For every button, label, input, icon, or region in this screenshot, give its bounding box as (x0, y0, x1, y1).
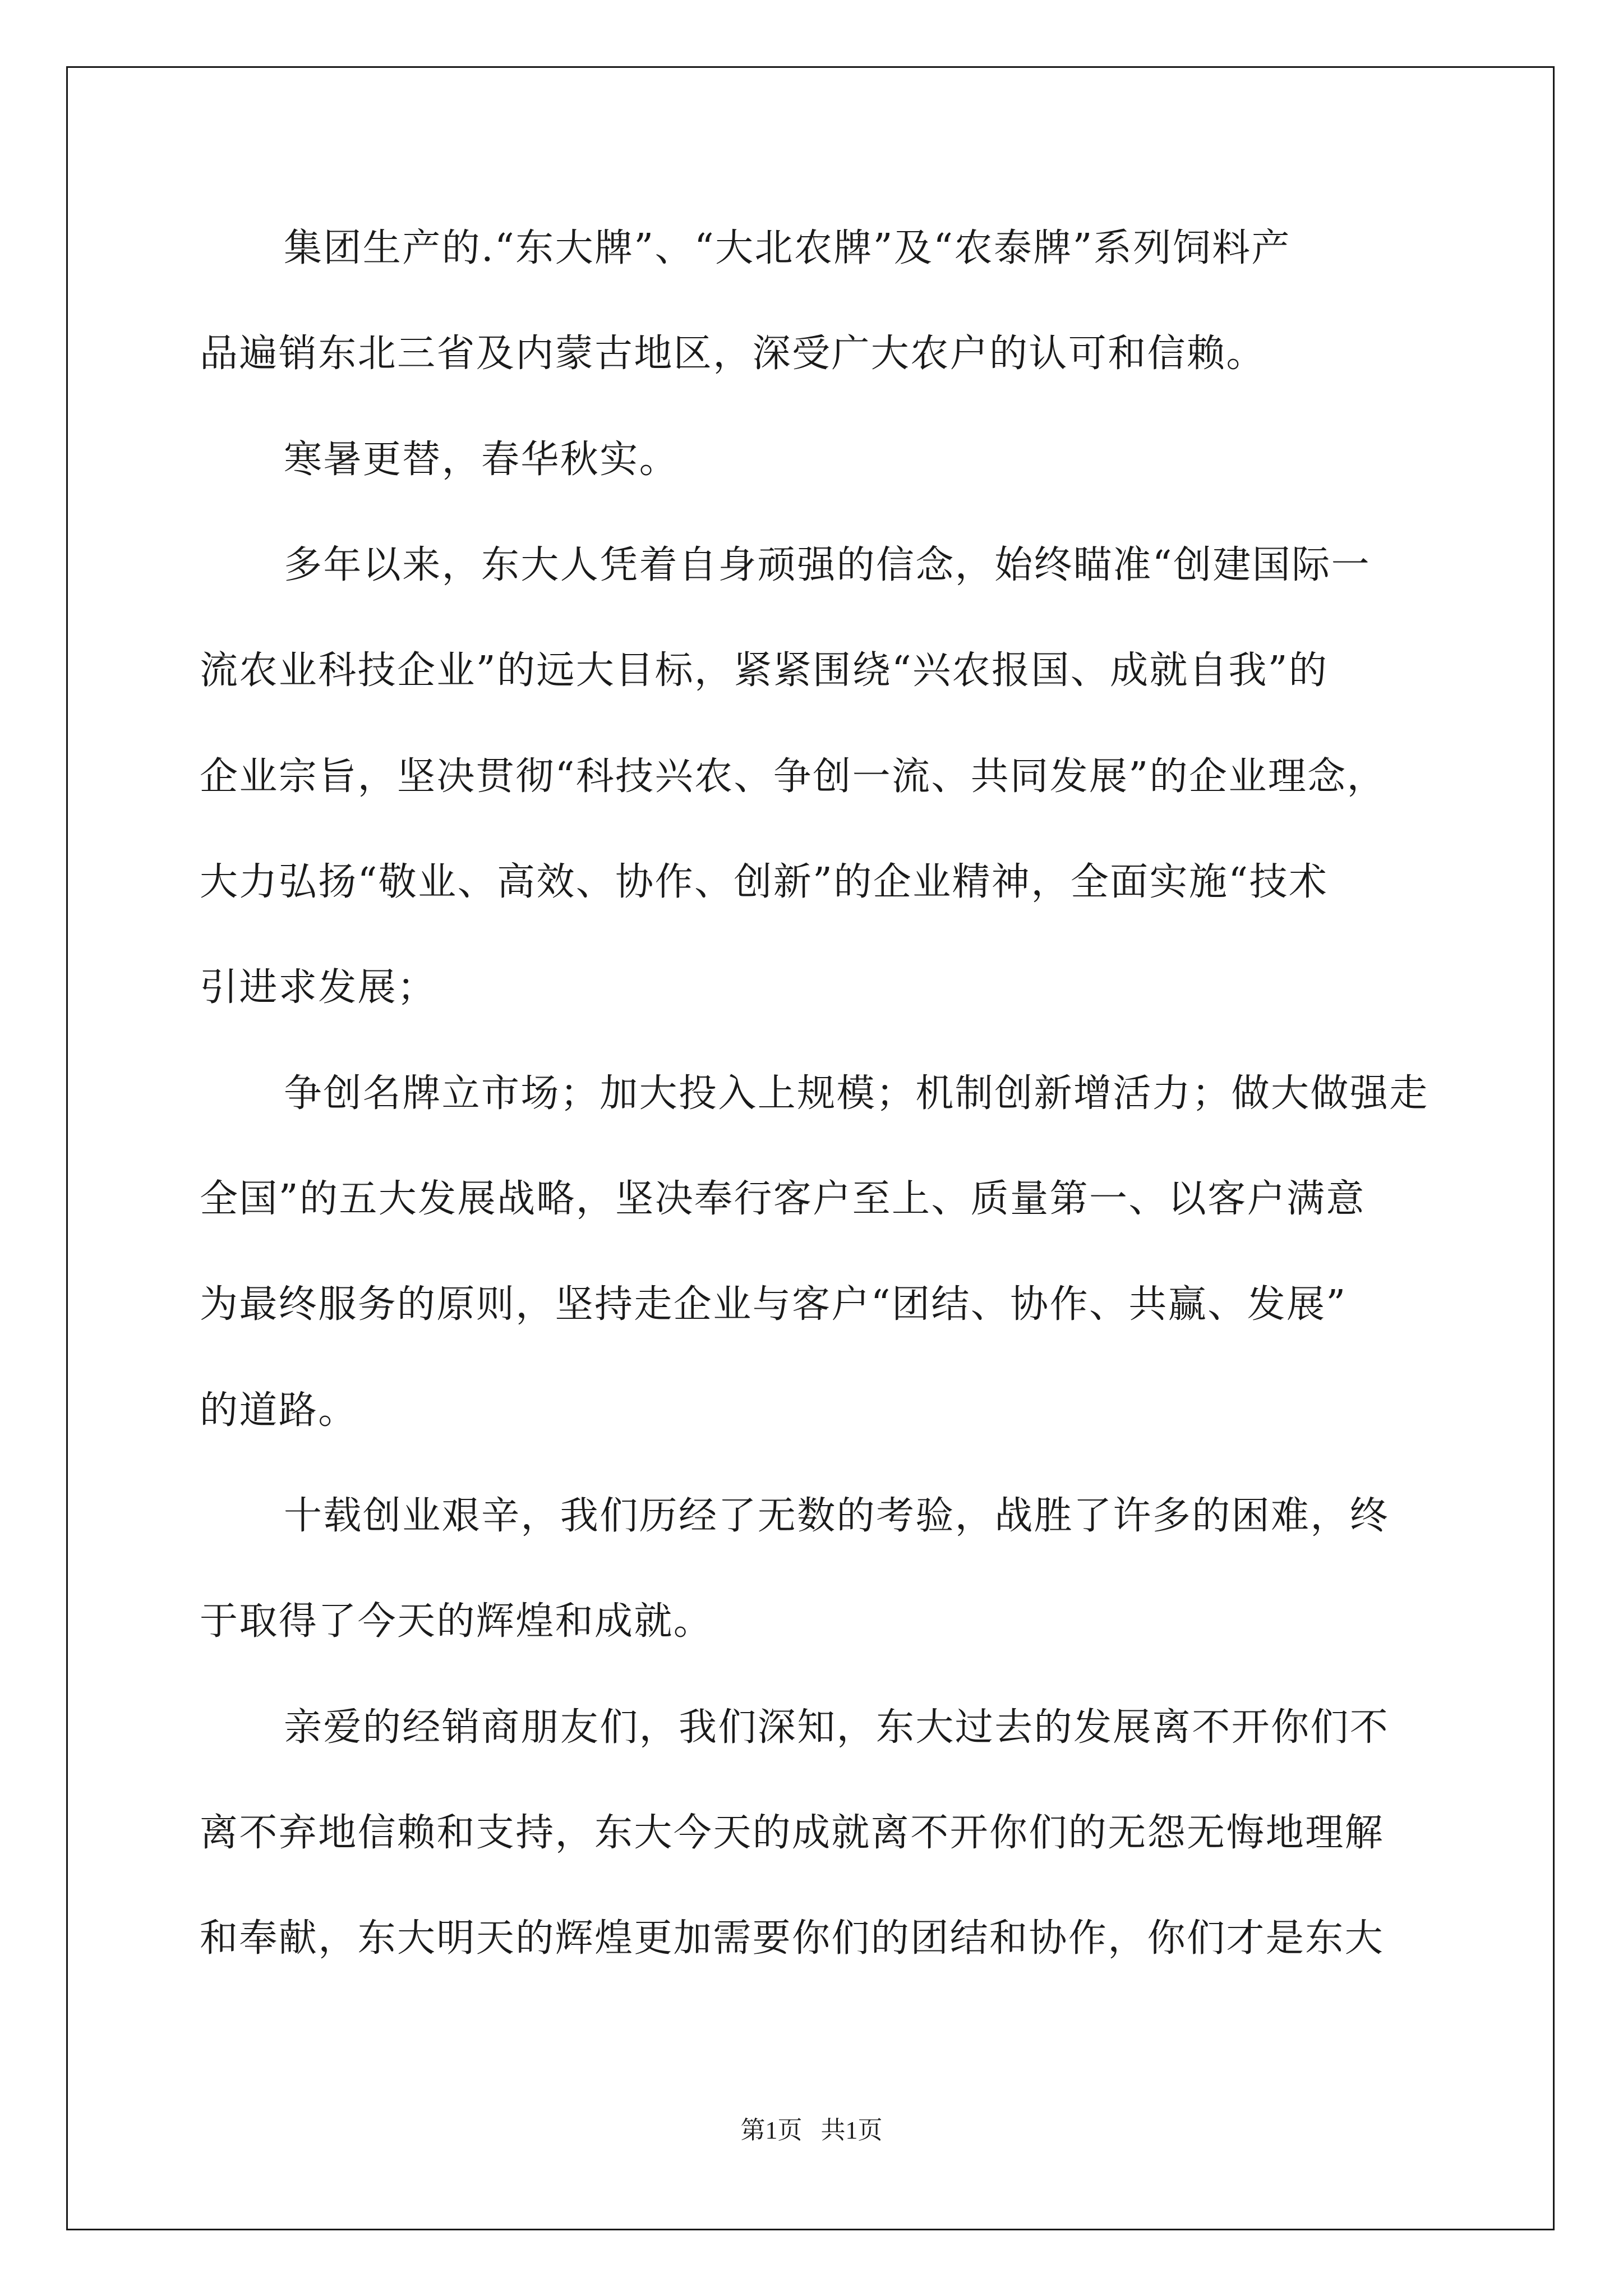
page-number-footer: 第1页 共1页 (740, 2116, 883, 2144)
text-line: 寒暑更替，春华秋实。 (284, 438, 679, 482)
text-line: 亲爱的经销商朋友们，我们深知，东大过去的发展离不开你们不 (284, 1705, 1390, 1750)
text-line: 的道路。 (200, 1388, 358, 1433)
text-line: 引进求发展； (200, 965, 437, 1010)
text-line: 品遍销东北三省及内蒙古地区，深受广大农户的认可和信赖。 (200, 332, 1266, 376)
text-line: 离不弃地信赖和支持，东大今天的成就离不开你们的无怨无悔地理解 (200, 1811, 1385, 1855)
text-line: 流农业科技企业”的远大目标，紧紧围绕“兴农报国、成就自我”的 (200, 648, 1329, 693)
text-line: 全国”的五大发展战略，坚决奉行客户至上、质量第一、以客户满意 (200, 1177, 1366, 1221)
page-border (66, 66, 1555, 2230)
text-line: 于取得了今天的辉煌和成就。 (200, 1599, 713, 1644)
text-line: 大力弘扬“敬业、高效、协作、创新”的企业精神，全面实施“技术 (200, 860, 1329, 904)
text-line: 集团生产的.“东大牌”、“大北农牌”及“农泰牌”系列饲料产 (284, 226, 1291, 270)
text-line: 争创名牌立市场；加大投入上规模；机制创新增活力；做大做强走 (284, 1071, 1429, 1116)
text-line: 十载创业艰辛，我们历经了无数的考验，战胜了许多的困难，终 (284, 1494, 1390, 1538)
text-line: 为最终服务的原则，坚持走企业与客户“团结、协作、共赢、发展” (200, 1282, 1347, 1327)
text-line: 和奉献，东大明天的辉煌更加需要你们的团结和协作，你们才是东大 (200, 1916, 1385, 1961)
text-line: 企业宗旨，坚决贯彻“科技兴农、争创一流、共同发展”的企业理念， (200, 754, 1386, 799)
text-line: 多年以来，东大人凭着自身顽强的信念，始终瞄准“创建国际一 (284, 543, 1371, 587)
